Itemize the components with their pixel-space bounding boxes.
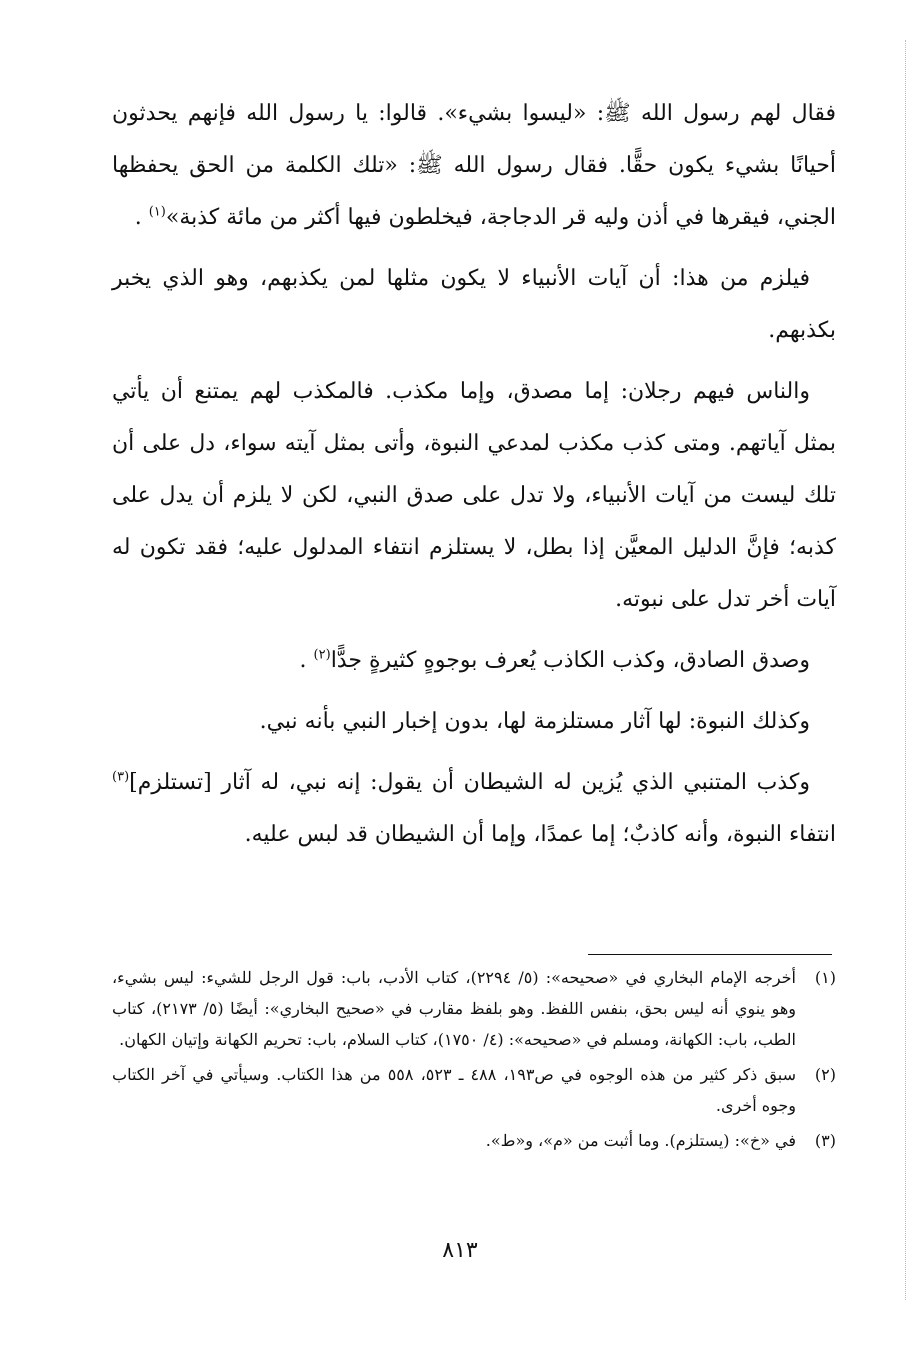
- paragraph-3: والناس فيهم رجلان: إما مصدق، وإما مكذب. فالمكذب لهم يمتنع أن يأتي بمثل آياتهم. ومتى كذب مكذب لمدعي النبوة، وأتى بمثل آيته سواء، دل على أن تلك ليست من آيات الأنبياء، ولا تدل على صدق النبي، لكن لا يلزم أن يدل على كذبه؛ فإنَّ الدليل المعيَّن إذا بطل، لا يستلزم انتفاء المدلول عليه؛ فقد تكون له آيات أخر تدل على نبوته.: [112, 379, 836, 612]
- paragraph-4: وصدق الصادق، وكذب الكاذب يُعرف بوجوهٍ كثيرةٍ جدًّا$^{(٢)}$ .: [299, 647, 810, 673]
- paragraph-6: وكذب المتنبي الذي يُزين له الشيطان أن يقول: إنه نبي، له آثار [تستلزم]$^{(٣)}$ انتفاء النبوة، وأنه كاذبٌ؛ إما عمدًا، وإما أن الشيطان قد لبس عليه.: [112, 769, 836, 847]
- footnote-2: [112, 1059, 836, 1121]
- footnotes: [112, 962, 836, 1160]
- paragraph-2: فيلزم من هذا: أن آيات الأنبياء لا يكون مثلها لمن يكذبهم، وهو الذي يخبر بكذبهم.: [112, 266, 836, 343]
- footnote-number: (٢): [814, 1065, 836, 1084]
- footnote-separator: [588, 954, 832, 955]
- paragraph-1: فقال لهم رسول الله ﷺ: «ليسوا بشيء». قالوا: يا رسول الله فإنهم يحدثون أحيانًا بشيء يكون حقًّا. فقال رسول الله ﷺ: «تلك الكلمة من الحق يحفظها الجني، فيقرها في أذن وليه قر الدجاجة، فيخلطون فيها أكثر من مائة كذبة»$^{(١)}$ .: [112, 101, 836, 230]
- footnote-text: أخرجه الإمام البخاري في «صحيحه»: (٥/ ٢٢٩٤)، كتاب الأدب، باب: قول الرجل للشيء: ليس بشيء، وهو ينوي أنه ليس بحق، بنفس اللفظ. وهو بلفظ مقارب في «صحيح البخاري»: أيضًا (٥/ ٢١٧٣)، كتاب الطب، باب: الكهانة، ومسلم في «صحيحه»: (٤/ ١٧٥٠)، كتاب السلام، باب: تحريم الكهانة وإتيان الكهان.: [112, 968, 797, 1049]
- footnote-ref-2[interactable]: (٢): [313, 647, 331, 663]
- main-text: [112, 88, 836, 870]
- footnote-number: (١): [814, 968, 836, 987]
- scan-margin-line: [905, 40, 906, 1300]
- footnote-3: [112, 1125, 836, 1156]
- paragraph-5: وكذلك النبوة: لها آثار مستلزمة لها، بدون إخبار النبي بأنه نبي.: [259, 709, 810, 734]
- footnote-number: (٣): [814, 1131, 836, 1150]
- page-number: ٨١٣: [442, 1238, 478, 1263]
- footnote-ref-1[interactable]: (١): [148, 204, 166, 220]
- footnote-text: في «خ»: (يستلزم). وما أثبت من «م»، و«ط».: [485, 1131, 796, 1150]
- footnote-1: [112, 962, 836, 1055]
- footnote-ref-3[interactable]: (٣): [112, 769, 130, 785]
- footnote-text: سبق ذكر كثير من هذه الوجوه في ص١٩٣، ٤٨٨ ـ ٥٢٣، ٥٥٨ من هذا الكتاب. وسيأتي في آخر الكتاب وجوه أخرى.: [112, 1065, 797, 1115]
